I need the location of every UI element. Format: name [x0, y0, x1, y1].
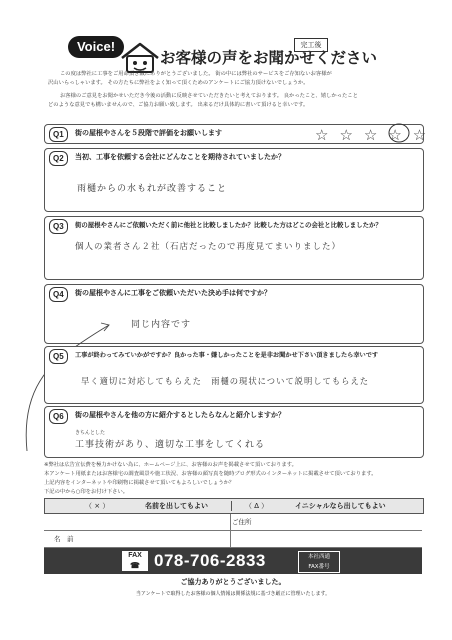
voice-logo: Voice!	[68, 36, 124, 58]
footer-note: ※弊社は広告宣伝費を極力かけない為に、ホームページ上に、お客様のお声を掲載させて頂いております。	[44, 462, 297, 468]
consent-name-label: 名前を出してもよい	[145, 502, 208, 510]
fax-machine-icon: ☎	[130, 561, 140, 570]
thanks-message: ご協力ありがとうございました。	[180, 578, 286, 586]
question-1	[44, 124, 438, 144]
name-row	[44, 531, 422, 548]
question-5	[44, 346, 424, 404]
answer-text: 早く適切に対応してもらえた 雨樋の現状について説明してもらえた	[81, 376, 370, 386]
fax-label-text: FAX	[128, 552, 142, 559]
branch-fax-caption: FAX番号	[308, 564, 330, 570]
question-number: Q5	[49, 349, 68, 364]
question-text: 街の屋根やさんを他の方に紹介するとしたらなんと紹介しますか？	[75, 411, 285, 419]
address-label: ご住所	[232, 518, 252, 526]
footer-note: 本アンケート用紙またはお客様宅の調査風景や施工状況、お客様の顔写真を随時ブログ形式のインターネットに掲載させて頂いております。	[44, 471, 377, 477]
consent-name-choice[interactable]: （ × ）	[85, 502, 110, 510]
answer-annotation: きちんとした	[75, 430, 106, 436]
fax-number[interactable]: 078-706-2833	[154, 551, 266, 570]
branch-name: 本社西通	[307, 554, 330, 560]
privacy-note: 当アンケートで取得したお客様の個人情報は関係法規に基づき厳正に管理いたします。	[135, 591, 331, 597]
question-2	[44, 148, 424, 212]
circled-rating-mark	[387, 122, 411, 144]
question-number: Q6	[49, 409, 68, 424]
branch-fax-box	[298, 551, 340, 573]
footer-note: 下記の中から○印をお付け下さい。	[44, 489, 129, 495]
divider	[230, 514, 231, 547]
question-text: 当初、工事を依頼する会社にどんなことを期待されていましたか？	[75, 153, 285, 161]
star-rating[interactable]: ☆☆☆☆☆	[315, 126, 438, 144]
question-4	[44, 284, 424, 344]
completion-badge: 完工後	[294, 38, 328, 52]
question-text: 街の屋根やさんに工事をご依頼いただいた決め手は何ですか？	[75, 289, 271, 297]
answer-text: 同じ内容です	[131, 320, 192, 330]
answer-text: 個人の業者さん２社（石店だったので再度見てまいりました）	[75, 242, 342, 252]
question-text: 街の屋根やさんを５段階で評価をお願いします	[75, 129, 222, 137]
footer-note: 上記内容をインターネットや印刷物に掲載させて頂いてもよろしいでしょうか？	[44, 480, 235, 486]
question-number: Q1	[49, 127, 68, 142]
intro-line: 沢山いらっしゃいます。 その方たちに弊社をよく知って頂くためのアンケートにご協力頂けないでしょうか。	[48, 80, 309, 86]
address-row	[44, 514, 422, 531]
intro-line: お客様のご意見をお聞かせいただき今後の活動に反映させていただきたいと考えております。 良かったこと、嬉しかったこと	[60, 93, 358, 99]
question-number: Q2	[49, 151, 68, 166]
question-3	[44, 216, 424, 280]
answer-text: 工事技術があり、適切な工事をしてくれる	[75, 440, 266, 450]
question-number: Q3	[49, 219, 68, 234]
consent-initial-label: イニシャルなら出してもよい	[295, 502, 386, 510]
consent-bar	[44, 498, 424, 514]
consent-initial-choice[interactable]: （ ∆ ）	[245, 502, 269, 510]
answer-text: 雨樋からの水もれが改善すること	[77, 184, 228, 194]
divider	[231, 501, 232, 511]
question-6	[44, 406, 424, 458]
intro-line: どのような意見でも構いませんので、ご協力お願い致します。 出来るだけ具体的に書いて頂けると幸いです。	[48, 102, 309, 108]
question-text: 街の屋根やさんにご依頼いただく前に他社と比較しましたか？比較した方はどこの会社と比較しましたか？	[75, 221, 382, 229]
fax-label	[122, 551, 148, 571]
intro-line: この度は弊社に工事をご用命頂き誠にありがとうございました。 街の中には弊社のサービスをご存知ないお客様が	[60, 71, 332, 77]
question-text: 工事が終わってみていかがですか？良かった事・嫌しかったことを是非お聞かせ下さい頂きましたら幸いです	[75, 352, 379, 359]
question-number: Q4	[49, 287, 68, 302]
name-label: 名 前	[54, 535, 74, 543]
page-title: お客様の声をお聞かせください	[160, 49, 378, 67]
house-face-icon	[118, 40, 162, 74]
